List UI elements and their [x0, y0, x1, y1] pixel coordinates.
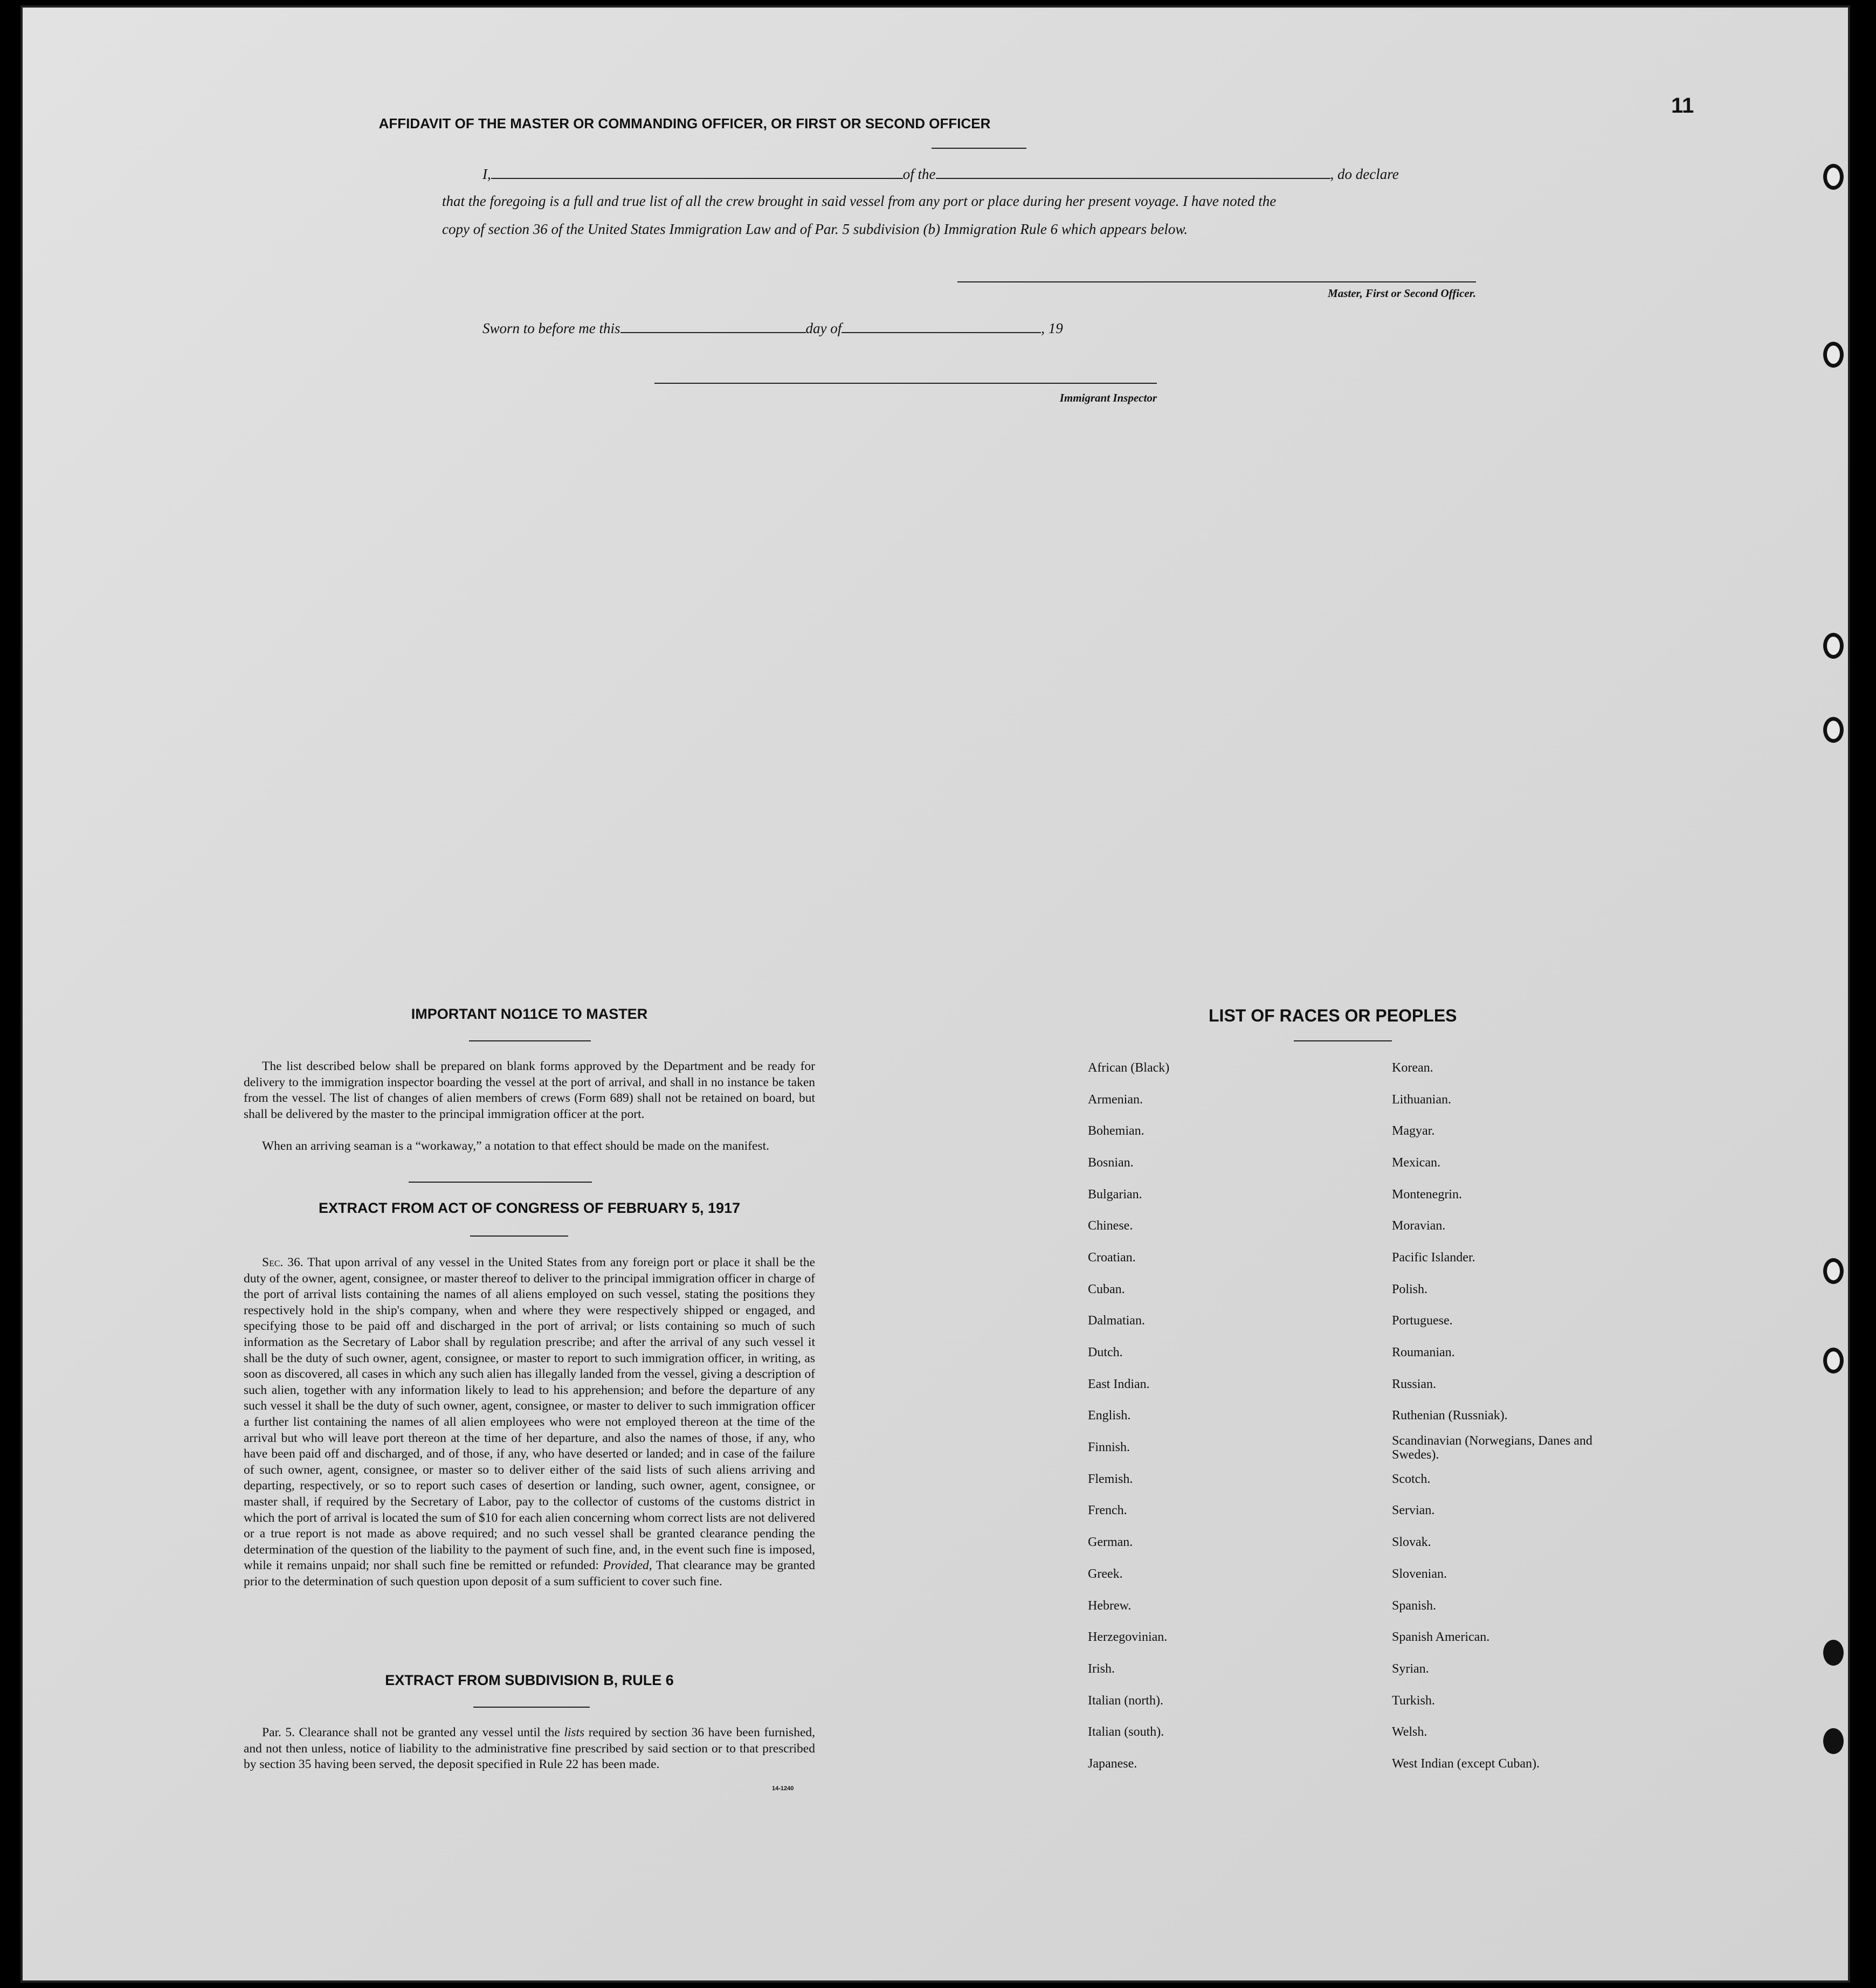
punch-hole [1823, 1348, 1844, 1373]
punch-hole [1823, 1728, 1844, 1754]
affidavit-title-rule [932, 148, 1026, 149]
races-row [1088, 1274, 1608, 1306]
punch-hole [1823, 717, 1844, 743]
race-left: Croatian. [1088, 1250, 1136, 1265]
race-left: French. [1088, 1503, 1127, 1518]
rule-extract-body: Par. 5. Clearance shall not be granted any vessel until the [262, 1725, 560, 1740]
vessel-name-field[interactable] [936, 165, 1330, 179]
section-divider [409, 1182, 592, 1183]
race-right: Ruthenian (Russniak). [1392, 1409, 1508, 1423]
race-right: Korean. [1392, 1060, 1433, 1075]
rule-extract-title: EXTRACT FROM SUBDIVISION B, RULE 6 [385, 1672, 674, 1688]
of-the-label: of the [902, 166, 936, 182]
race-right: Pacific Islander. [1392, 1250, 1475, 1265]
inspector-signature-line[interactable] [654, 383, 1157, 384]
notice-paragraph-2: When an arriving seaman is a “workaway,” a notation to that effect should be made on the manifest. [262, 1139, 769, 1153]
section-label: Sec. 36. [262, 1255, 304, 1269]
race-right: Montenegrin. [1392, 1187, 1462, 1202]
sworn-day-field[interactable] [620, 319, 806, 333]
races-row [1088, 1527, 1608, 1558]
rule-extract-text [244, 1725, 815, 1773]
race-left: Dutch. [1088, 1345, 1123, 1360]
day-of-label: day of [805, 320, 842, 336]
races-row [1088, 1052, 1608, 1084]
race-right: West Indian (except Cuban). [1392, 1756, 1540, 1771]
race-right: Polish. [1392, 1282, 1428, 1296]
race-right: Lithuanian. [1392, 1092, 1451, 1107]
race-left: English. [1088, 1409, 1131, 1423]
act-extract-body: That upon arrival of any vessel in the United States from any foreign port or place it shall be the duty of the owner, agent, consignee, or master thereof to deliver to the principal immigration officer in charge of the port of arrival lists containing the names of all aliens employed on such vessel, stating the positions they respectively hold in the ship's company, when and where they were respectively shipped or engaged, and specifying those to be paid off and discharged in the port of arrival; or lists containing so much of such information as the Secretary of Labor shall by regulation prescribe; and after the arrival of any such vessel it shall be the duty of such owner, agent, consignee, or master to report to such immigration officer, in writing, as soon as discovered, all cases in which any such alien has illegally landed from the vessel, giving a description of such alien, together with any information likely to lead to his apprehension; and before the departure of any such vessel it shall be the duty of such owner, agent, consignee, or master to deliver to such immigration officer a further list containing the names of all alien employees who were not employed thereon at the time of the arrival but who will leave port thereon at the time of her departure, and also the names of those, if any, who have been paid off and discharged, and of those, if any, who have deserted or landed; and in case of the failure of such owner, agent, consignee, or master so to deliver either of the said lists of such aliens arriving and departing, respectively, or so to report such cases of desertion or landing, such owner, agent, consignee, or master shall, if required by the Secretary of Labor, pay to the collector of customs of the customs district in which the port of arrival is located the sum of $10 for each alien concerning whom correct lists are not delivered or a true report is not made as above required; and no such vessel shall be granted clearance pending the determination of the question of the liability to the payment of such fine, and, in the event such fine is imposed, while it remains unpaid; nor shall such fine be remitted or refunded: [244, 1255, 816, 1573]
races-row [1088, 1147, 1608, 1179]
inspector-caption: Immigrant Inspector [1059, 391, 1157, 404]
sworn-month-field[interactable] [842, 319, 1041, 333]
race-right: Slovenian. [1392, 1566, 1447, 1581]
races-row [1088, 1115, 1608, 1147]
race-right: Turkish. [1392, 1693, 1435, 1708]
races-row [1088, 1653, 1608, 1685]
races-row [1088, 1685, 1608, 1717]
races-title-rule [1294, 1040, 1392, 1041]
races-row [1088, 1210, 1608, 1242]
page-mark: 11 [1671, 94, 1694, 118]
race-right: Russian. [1392, 1377, 1437, 1391]
race-right: Syrian. [1392, 1661, 1429, 1676]
signature-caption: Master, First or Second Officer. [1328, 287, 1476, 300]
race-right: Servian. [1392, 1503, 1435, 1518]
punch-hole [1823, 633, 1844, 659]
race-right: Portuguese. [1392, 1314, 1453, 1328]
punch-hole [1823, 342, 1844, 368]
race-left: Bohemian. [1088, 1124, 1144, 1138]
races-row [1088, 1621, 1608, 1653]
sworn-line [482, 319, 1063, 337]
race-left: Finnish. [1088, 1440, 1130, 1455]
races-row [1088, 1179, 1608, 1211]
race-left: Armenian. [1088, 1092, 1143, 1107]
race-left: Japanese. [1088, 1756, 1137, 1771]
race-left: African (Black) [1088, 1060, 1170, 1075]
race-right: Magyar. [1392, 1124, 1435, 1138]
race-left: German. [1088, 1535, 1133, 1550]
rule-extract-body-end: required by section 36 have been furnished, and not then unless, notice of liability to the administrative fine prescribed by said section or to that prescribed by section 35 having been served, the deposit specified in Rule 22 has been made. [244, 1725, 815, 1772]
sworn-label: Sworn to before me this [482, 320, 620, 336]
notice-paragraph-1: The list described below shall be prepared on blank forms approved by the Department and be ready for delivery to the immigration inspector boarding the vessel at the port of arrival, and shall in no instance be taken from the vessel. The list of changes of alien members of crews (Form 689) shall not be retained on board, but shall be delivered by the master to the principal immigration officer at the port. [244, 1059, 815, 1121]
races-row [1088, 1495, 1608, 1527]
act-extract-text [244, 1255, 815, 1590]
act-extract-title: EXTRACT FROM ACT OF CONGRESS OF FEBRUARY 5, 1917 [318, 1200, 741, 1216]
rule-extract-title-rule [473, 1707, 590, 1708]
races-row [1088, 1432, 1608, 1464]
race-left: Hebrew. [1088, 1598, 1132, 1613]
races-row [1088, 1558, 1608, 1590]
declaration-body-line1: that the foregoing is a full and true list of all the crew brought in said vessel from any port or place during her present voyage. I have noted the [442, 193, 1277, 209]
races-title: LIST OF RACES OR PEOPLES [1209, 1006, 1457, 1025]
punch-hole [1823, 164, 1844, 190]
lists-word: lists [564, 1725, 585, 1740]
race-left: Bulgarian. [1088, 1187, 1142, 1202]
race-left: Irish. [1088, 1661, 1115, 1676]
i-label: I, [482, 166, 491, 182]
race-right: Moravian. [1392, 1219, 1446, 1233]
races-row [1088, 1242, 1608, 1274]
declaration-line [482, 165, 1399, 183]
declare-label: , do declare [1330, 166, 1399, 182]
races-row [1088, 1748, 1608, 1780]
race-right: Mexican. [1392, 1155, 1440, 1170]
race-left: Italian (south). [1088, 1725, 1164, 1740]
punch-hole [1823, 1640, 1844, 1666]
affidavit-title: AFFIDAVIT OF THE MASTER OR COMMANDING OFFICER, OR FIRST OR SECOND OFFICER [378, 115, 991, 132]
master-name-field[interactable] [491, 165, 903, 179]
race-left: Chinese. [1088, 1219, 1133, 1233]
punch-hole [1823, 1258, 1844, 1284]
races-row [1088, 1590, 1608, 1622]
races-row [1088, 1306, 1608, 1337]
master-signature-line[interactable] [957, 281, 1476, 282]
race-left: Greek. [1088, 1566, 1123, 1581]
race-left: Cuban. [1088, 1282, 1125, 1296]
act-extract-title-rule [470, 1235, 568, 1237]
notice-title-rule [469, 1040, 591, 1041]
races-row [1088, 1337, 1608, 1369]
declaration-body-line2: copy of section 36 of the United States Immigration Law and of Par. 5 subdivision (b) Immigration Rule 6 which appears below. [442, 221, 1188, 237]
races-row [1088, 1400, 1608, 1432]
races-row [1088, 1716, 1608, 1748]
race-left: Italian (north). [1088, 1693, 1163, 1708]
race-right: Scotch. [1392, 1472, 1431, 1486]
race-left: Dalmatian. [1088, 1314, 1145, 1328]
races-table [1088, 1052, 1608, 1780]
races-row [1088, 1084, 1608, 1116]
races-row [1088, 1464, 1608, 1495]
form-number: 14-1240 [772, 1785, 794, 1792]
provided-label: Provided, [603, 1558, 652, 1573]
race-right: Welsh. [1392, 1725, 1427, 1740]
race-left: East Indian. [1088, 1377, 1150, 1391]
race-right: Roumanian. [1392, 1345, 1455, 1360]
notice-title: IMPORTANT NO11CE TO MASTER [411, 1006, 648, 1022]
races-row [1088, 1369, 1608, 1400]
form-page [20, 5, 1850, 1983]
race-right: Slovak. [1392, 1535, 1431, 1550]
race-right: Scandinavian (Norwegians, Danes and Swedes). [1392, 1433, 1592, 1462]
race-right: Spanish. [1392, 1598, 1437, 1613]
act-extract-body-end: That clearance may be granted prior to the determination of such question upon deposit of a sum sufficient to cover such fine. [244, 1558, 815, 1589]
race-left: Flemish. [1088, 1472, 1133, 1486]
race-left: Herzegovinian. [1088, 1630, 1168, 1645]
race-right: Spanish American. [1392, 1630, 1490, 1645]
race-left: Bosnian. [1088, 1155, 1134, 1170]
year-label: , 19 [1041, 320, 1063, 336]
